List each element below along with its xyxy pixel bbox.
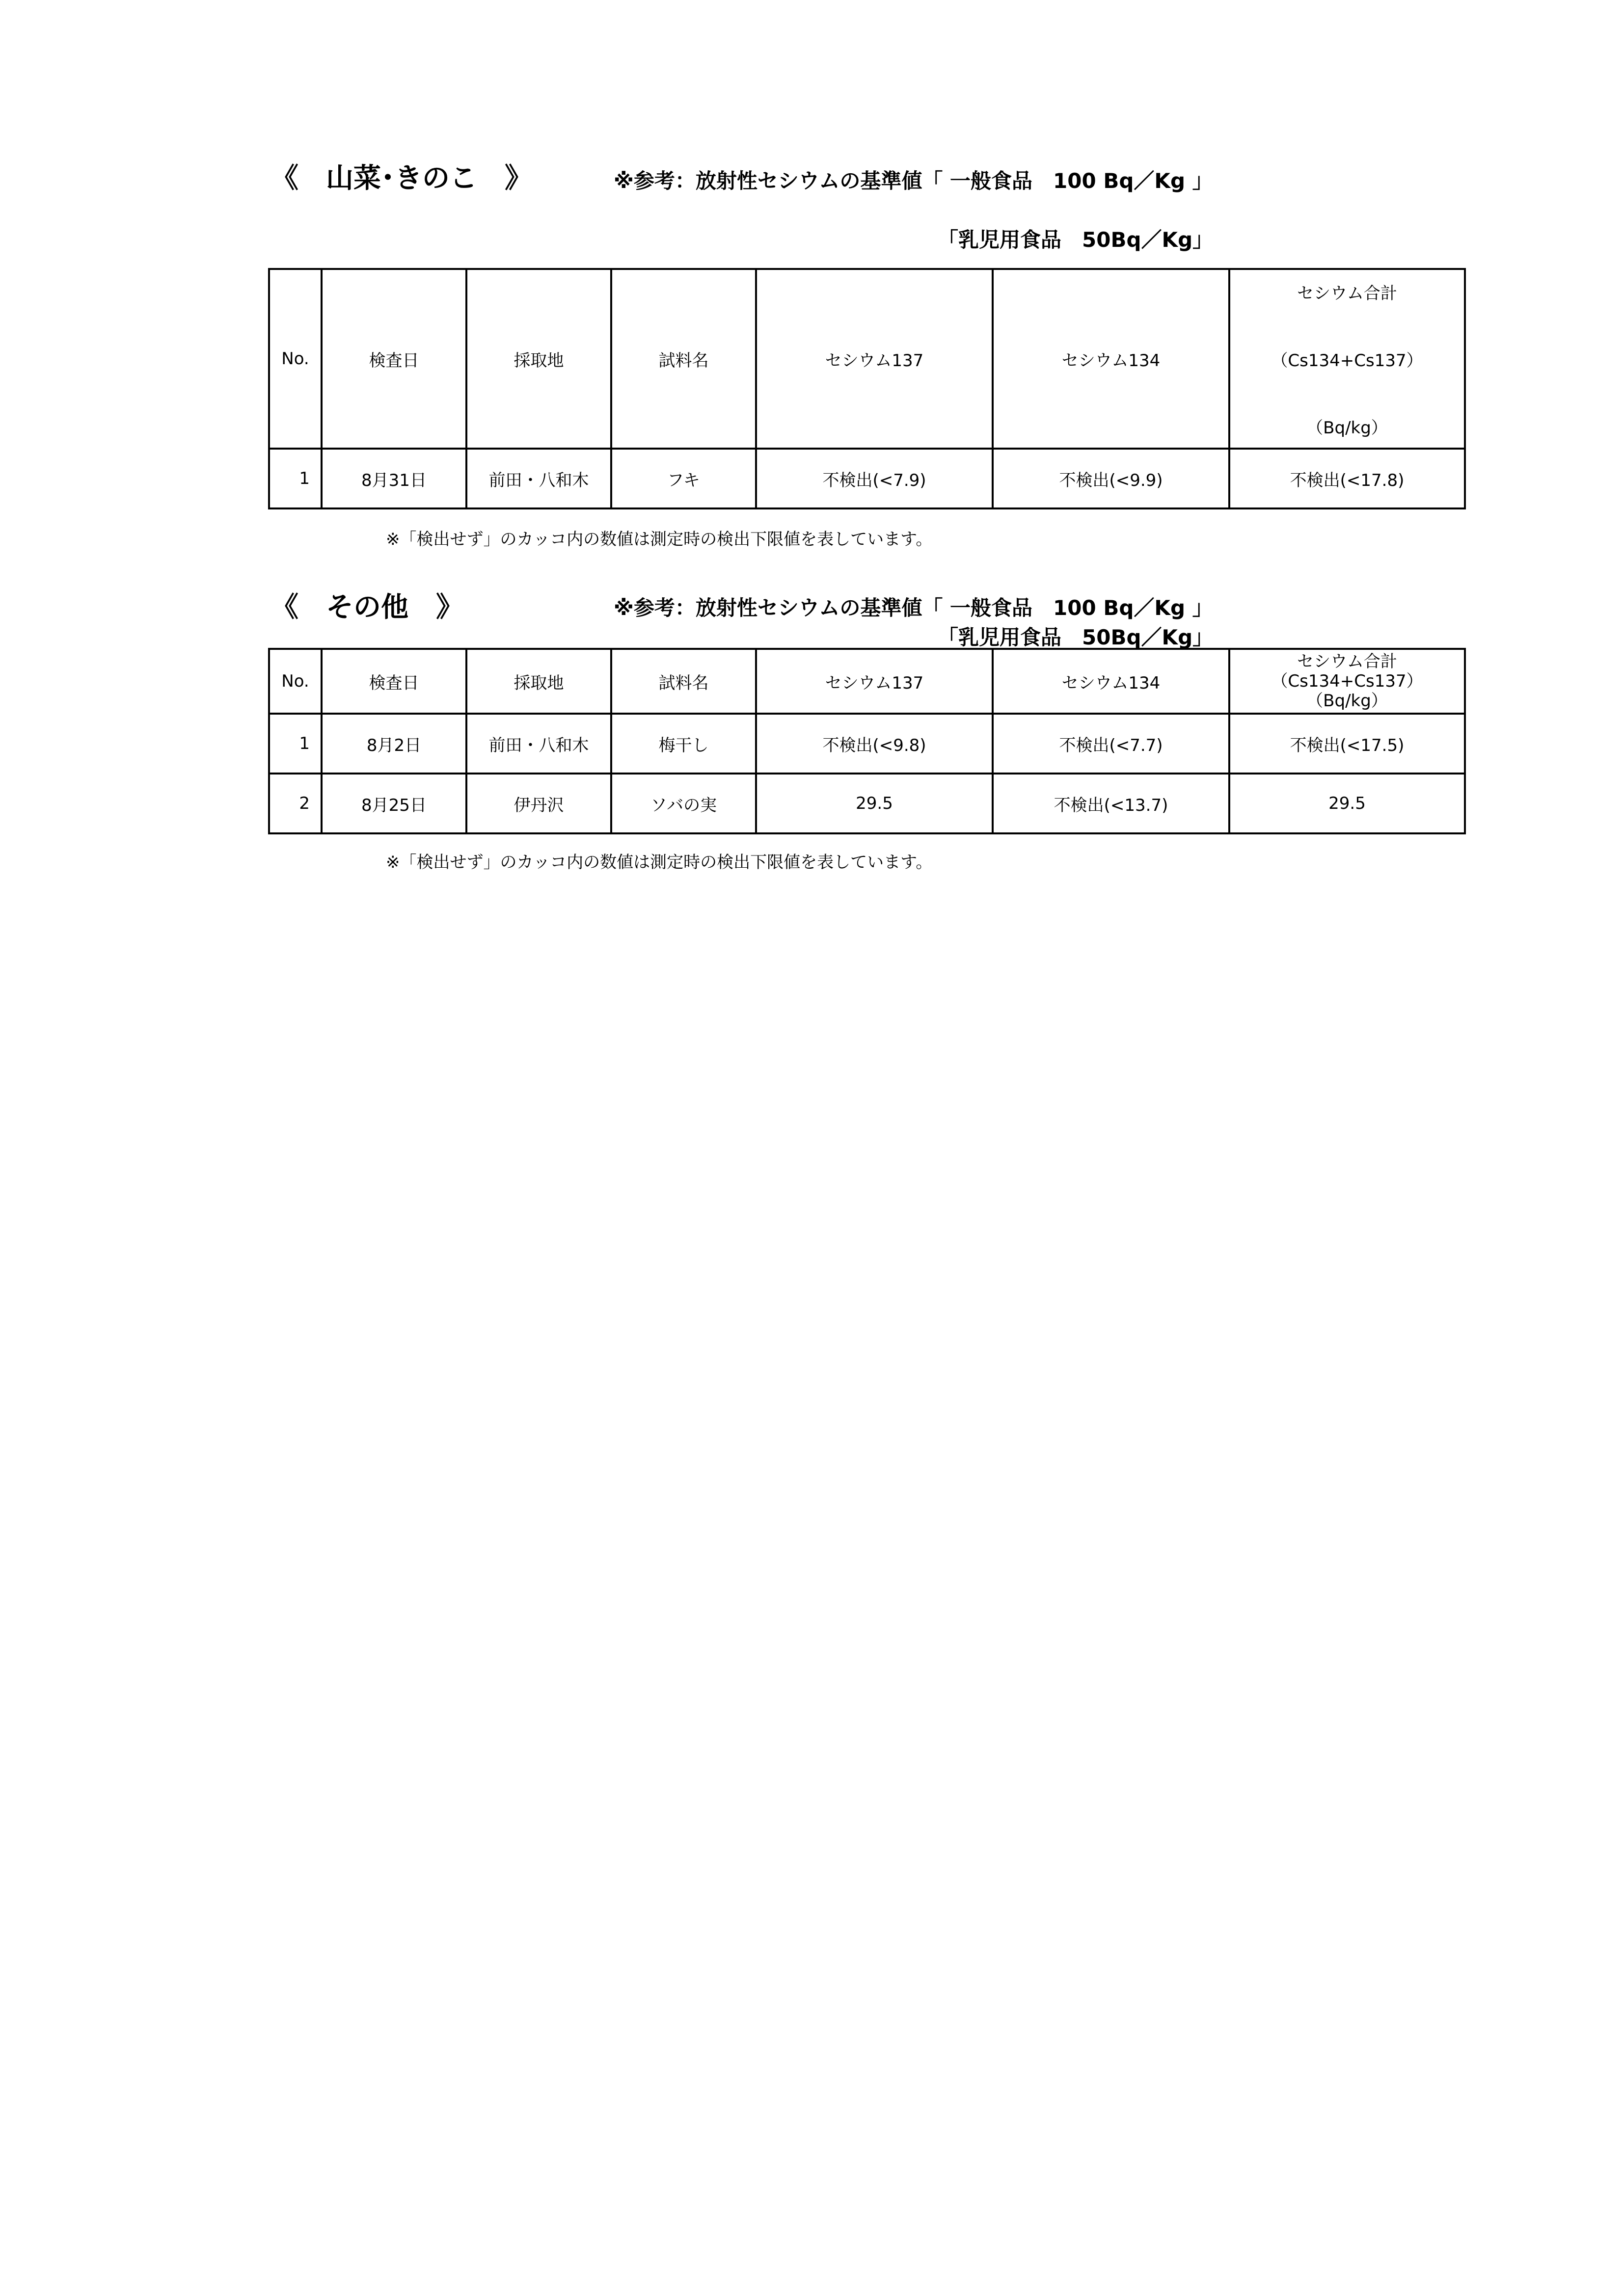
- cell-total: 29.5: [1229, 774, 1465, 833]
- header-cs137: セシウム137: [756, 269, 993, 449]
- cell-no: 1: [269, 449, 322, 508]
- cell-sample: ソバの実: [611, 774, 756, 833]
- header-no: No.: [269, 649, 322, 714]
- header-total-formula: （Cs134+Cs137）: [1271, 350, 1423, 371]
- cell-date: 8月2日: [322, 714, 466, 774]
- header-total-unit: （Bq/kg）: [1306, 418, 1388, 438]
- table-row: [269, 714, 1465, 774]
- header-total-formula: （Cs134+Cs137）: [1271, 671, 1423, 691]
- header-place: 採取地: [466, 269, 611, 449]
- reference-standard-general: ※参考：放射性セシウムの基準値「 一般食品 100 Bq／Kg 」: [614, 596, 1213, 620]
- header-total-unit: （Bq/kg）: [1306, 691, 1388, 711]
- reference-standard-infant: 「乳児用食品 50Bq／Kg」: [938, 228, 1214, 252]
- detection-limit-note: ※「検出せず」のカッコ内の数値は測定時の検出下限値を表しています。: [386, 853, 933, 872]
- table-row: [269, 449, 1465, 508]
- table-header-row: [269, 649, 1465, 714]
- cell-no: 1: [269, 714, 322, 774]
- detection-limit-note: ※「検出せず」のカッコ内の数値は測定時の検出下限値を表しています。: [386, 530, 933, 549]
- cell-cs137: 不検出(<7.9): [756, 449, 993, 508]
- header-date: 検査日: [322, 649, 466, 714]
- results-table-other: [268, 648, 1466, 834]
- cell-cs134: 不検出(<7.7): [993, 714, 1229, 774]
- header-sample: 試料名: [611, 269, 756, 449]
- cell-cs134: 不検出(<9.9): [993, 449, 1229, 508]
- cell-total: 不検出(<17.8): [1229, 449, 1465, 508]
- header-total: [1229, 269, 1465, 449]
- cell-total: 不検出(<17.5): [1229, 714, 1465, 774]
- cell-place: 前田・八和木: [466, 714, 611, 774]
- table-header-row: [269, 269, 1465, 449]
- header-sample: 試料名: [611, 649, 756, 714]
- header-cs134: セシウム134: [993, 649, 1229, 714]
- header-total-label: セシウム合計: [1297, 283, 1397, 303]
- cell-sample: フキ: [611, 449, 756, 508]
- reference-standard-general: ※参考：放射性セシウムの基準値「 一般食品 100 Bq／Kg 」: [614, 169, 1213, 193]
- results-table-sansai: [268, 268, 1466, 509]
- cell-cs137: 不検出(<9.8): [756, 714, 993, 774]
- header-date: 検査日: [322, 269, 466, 449]
- header-cs134: セシウム134: [993, 269, 1229, 449]
- section-title-other: 《 その他 》: [271, 591, 463, 623]
- cell-date: 8月25日: [322, 774, 466, 833]
- cell-sample: 梅干し: [611, 714, 756, 774]
- cell-place: 前田・八和木: [466, 449, 611, 508]
- table-row: [269, 774, 1465, 833]
- cell-date: 8月31日: [322, 449, 466, 508]
- header-no: No.: [269, 269, 322, 449]
- section-title-sansai: 《 山菜･きのこ 》: [271, 162, 532, 194]
- reference-standard-infant: 「乳児用食品 50Bq／Kg」: [938, 625, 1214, 649]
- header-total: [1229, 649, 1465, 714]
- cell-no: 2: [269, 774, 322, 833]
- cell-cs137: 29.5: [756, 774, 993, 833]
- header-place: 採取地: [466, 649, 611, 714]
- header-cs137: セシウム137: [756, 649, 993, 714]
- header-total-label: セシウム合計: [1297, 652, 1397, 671]
- cell-place: 伊丹沢: [466, 774, 611, 833]
- cell-cs134: 不検出(<13.7): [993, 774, 1229, 833]
